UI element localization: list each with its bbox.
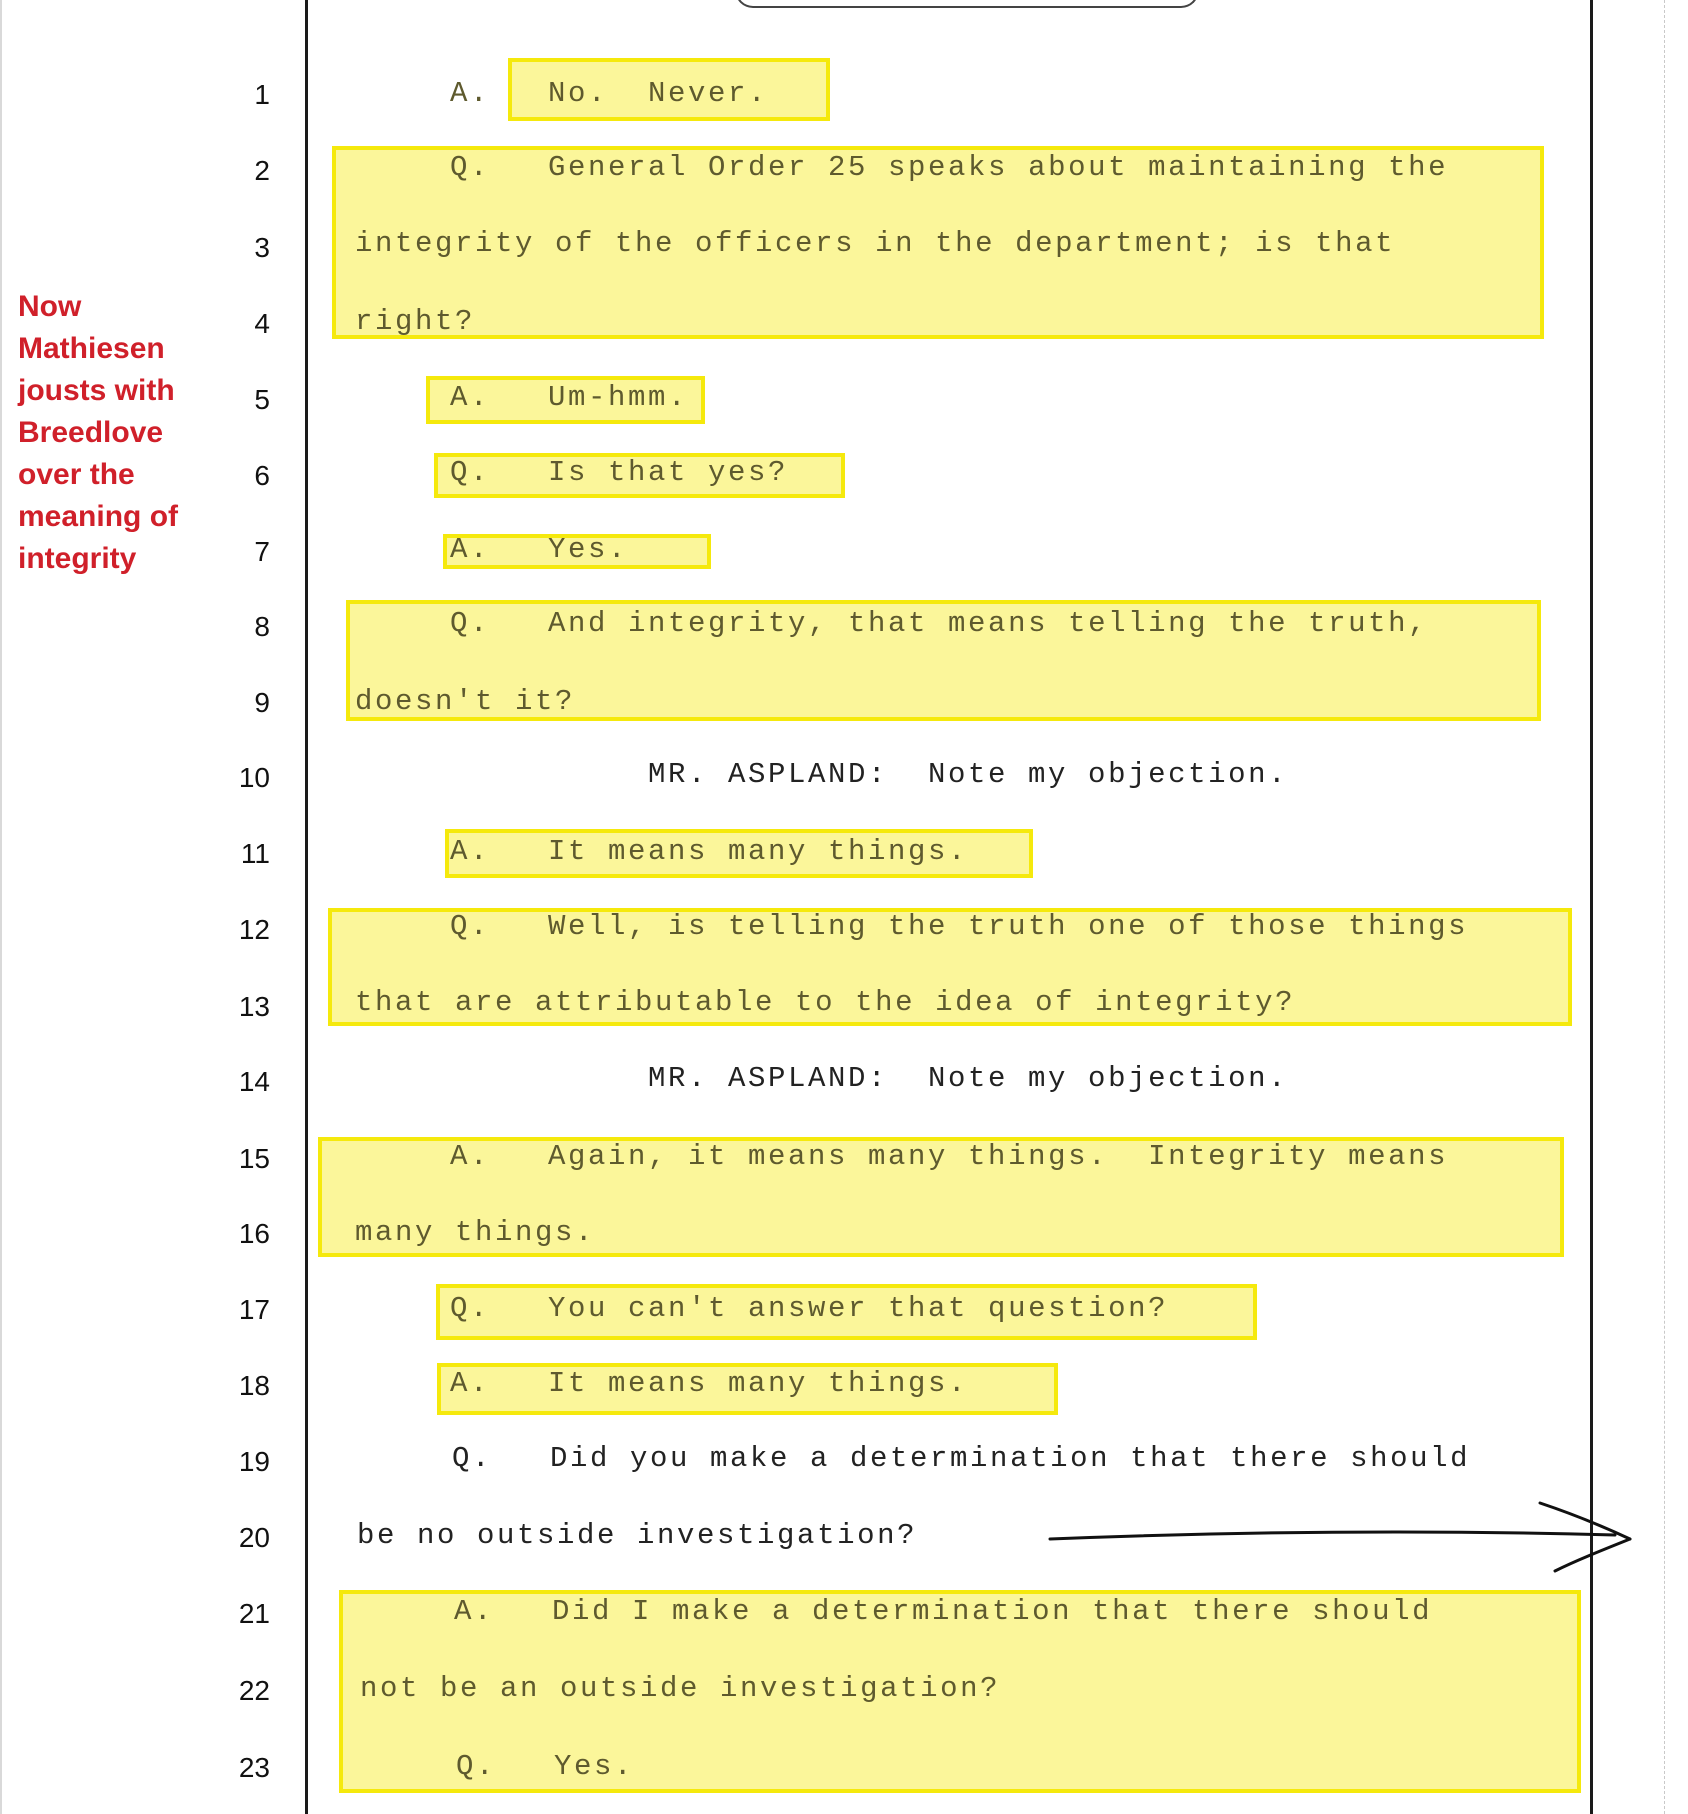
line-text: that are attributable to the idea of integrity? [355,986,1296,1019]
line-number: 6 [254,460,270,491]
line-number: 16 [238,1218,270,1249]
line-number: 23 [238,1752,270,1783]
page-edge [0,0,2,1814]
page-header-fragment [735,0,1199,8]
left-margin-rule [305,0,308,1814]
transcript-line [355,304,475,340]
transcript-line [450,606,1428,642]
line-number: 22 [238,1675,270,1706]
line-number: 12 [238,914,270,945]
transcript-line [450,909,1468,945]
line-text: Well, is telling the truth one of those things [548,910,1469,943]
scan-edge-speckle [1664,0,1665,1814]
line-number: 8 [254,611,270,642]
transcript-line [450,76,768,112]
speaker-tag: A. [450,1140,491,1173]
line-text: Yes. [548,533,629,566]
line-text: many things. [355,1216,596,1249]
line-number: 11 [240,838,270,869]
speaker-tag: A. [450,77,491,110]
line-number: 10 [238,762,270,793]
line-text: MR. ASPLAND: Note my objection. [648,758,1289,791]
annotation-line: Mathiesen [18,332,165,365]
line-number: 20 [238,1522,270,1553]
line-text: doesn't it? [355,685,576,718]
line-text: It means many things. [548,1367,969,1400]
line-number: 13 [238,991,270,1022]
line-text: Yes. [554,1750,635,1783]
line-number: 15 [238,1143,270,1174]
speaker-tag: Q. [456,1750,497,1783]
speaker-tag: A. [450,1367,491,1400]
transcript-line [450,1291,1168,1327]
line-number: 19 [238,1446,270,1477]
transcript-line [450,150,1448,186]
speaker-tag: Q. [450,910,491,943]
transcript-line [450,1139,1448,1175]
line-text: General Order 25 speaks about maintaining the [548,151,1449,184]
line-text: Um-hmm. [548,381,689,414]
transcript-line [355,684,575,720]
transcript-line [450,532,628,568]
line-text: Again, it means many things. Integrity means [548,1140,1449,1173]
line-number: 2 [254,155,270,186]
annotation-line: Breedlove [18,416,164,449]
transcript-line [357,1518,917,1554]
annotation-line: jousts with [18,374,175,407]
line-text: integrity of the officers in the department; is that [355,227,1396,260]
transcript-line [450,455,788,491]
line-number: 3 [254,232,270,263]
transcript-line [360,1671,1000,1707]
handdrawn-arrow-icon [1040,1495,1640,1575]
line-text: And integrity, that means telling the truth, [548,607,1429,640]
speaker-tag: A. [454,1595,495,1628]
line-text: MR. ASPLAND: Note my objection. [648,1062,1289,1095]
line-number: 18 [238,1370,270,1401]
line-number: 1 [254,79,270,110]
line-text: right? [355,305,476,338]
transcript-line [450,1366,968,1402]
speaker-tag: A. [450,835,491,868]
line-number: 14 [238,1066,270,1097]
speaker-tag: Q. [452,1442,493,1475]
line-number: 17 [238,1294,270,1325]
annotation-line: integrity [18,542,137,575]
line-number: 7 [254,536,270,567]
transcript-line [450,834,968,870]
line-number: 21 [238,1598,270,1629]
speaker-tag: A. [450,381,491,414]
line-text: Did you make a determination that there should [550,1442,1471,1475]
line-text: be no outside investigation? [357,1519,918,1552]
annotation-line: Now [18,290,82,323]
annotation-line: over the [18,458,135,491]
line-text: No. Never. [548,77,769,110]
line-text: Is that yes? [548,456,789,489]
line-text: You can't answer that question? [548,1292,1169,1325]
speaker-tag: Q. [450,151,491,184]
annotation-line: meaning of [18,500,179,533]
speaker-tag: A. [450,533,491,566]
transcript-line [452,1441,1470,1477]
speaker-tag: Q. [450,607,491,640]
transcript-line [355,1215,595,1251]
transcript-line [355,226,1395,262]
line-text: It means many things. [548,835,969,868]
transcript-line [450,380,688,416]
line-number: 5 [254,384,270,415]
transcript-line-objection [648,757,1288,793]
transcript-line-objection [648,1061,1288,1097]
line-number: 4 [254,308,270,339]
line-text: not be an outside investigation? [360,1672,1001,1705]
margin-annotation [18,286,203,580]
speaker-tag: Q. [450,456,491,489]
speaker-tag: Q. [450,1292,491,1325]
transcript-line [355,985,1295,1021]
transcript-line [456,1749,634,1785]
transcript-line [454,1594,1432,1630]
line-number: 9 [254,687,270,718]
line-text: Did I make a determination that there should [552,1595,1433,1628]
